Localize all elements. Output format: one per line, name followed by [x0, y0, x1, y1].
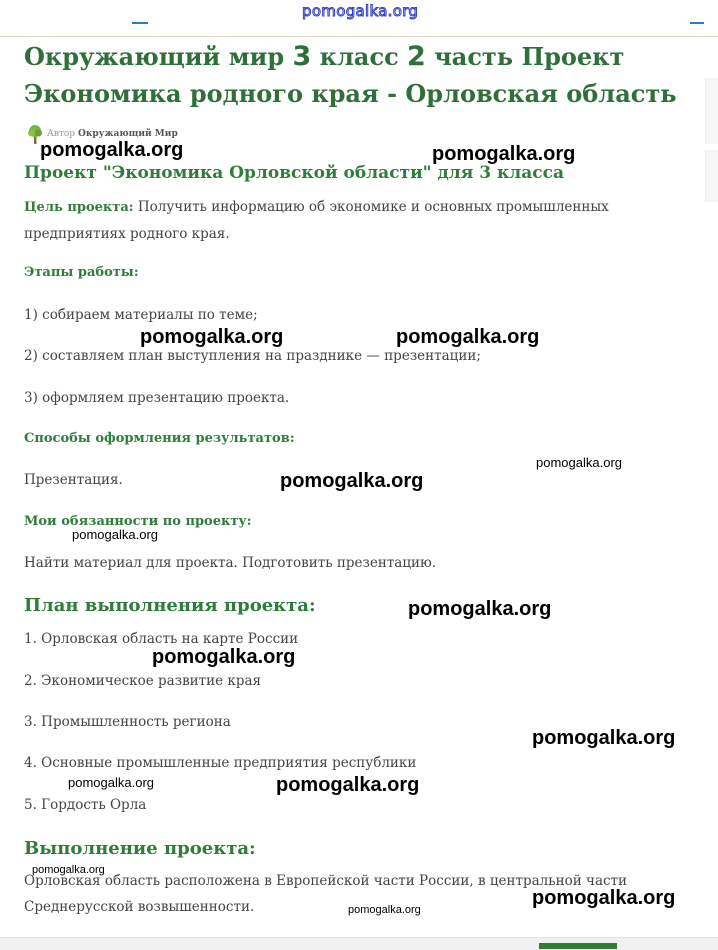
plan-item: 3. Промышленность региона [24, 714, 231, 730]
watermark: pomogalka.org [536, 455, 622, 470]
title-part: часть Проект [425, 42, 625, 71]
goal-label: Цель проекта: [24, 200, 134, 215]
title-part: класс [311, 42, 408, 71]
title-line-2: Экономика родного края - Орловская область [24, 79, 677, 108]
menu-indicator-right[interactable] [690, 22, 704, 24]
author-prefix: Автор [47, 129, 76, 139]
bottom-action-button[interactable] [539, 943, 617, 949]
goal-text: Получить информацию об экономике и основных промышленных предприятиях родного края. [24, 199, 609, 242]
title-part: Окружающий мир [24, 42, 293, 71]
side-panel [705, 150, 718, 202]
watermark: pomogalka.org [396, 326, 540, 348]
menu-indicator[interactable] [132, 22, 148, 24]
execution-heading: Выполнение проекта: [24, 838, 256, 859]
plan-item: 1. Орловская область на карте России [24, 631, 299, 647]
plan-item: 5. Гордость Орла [24, 797, 147, 813]
execution-text: Орловская область расположена в Европейской части России, в центральной части Среднерусской возвышенности. [24, 873, 628, 915]
title-part-number: 2 [407, 41, 426, 72]
title-grade-number: 3 [292, 41, 312, 72]
stage-item: 3) оформляем презентацию проекта. [24, 390, 290, 406]
stage-item: 1) собираем материалы по теме; [24, 307, 258, 323]
watermark: pomogalka.org [408, 598, 552, 620]
plan-heading: План выполнения проекта: [24, 595, 316, 616]
site-watermark: pomogalka.org [302, 2, 419, 20]
methods-label: Способы оформления результатов: [24, 431, 295, 446]
watermark: pomogalka.org [68, 775, 154, 790]
watermark: pomogalka.org [32, 864, 105, 876]
plan-item: 4. Основные промышленные предприятия республики [24, 755, 417, 771]
watermark: pomogalka.org [276, 774, 420, 796]
watermark: pomogalka.org [140, 326, 284, 348]
stages-label: Этапы работы: [24, 265, 139, 280]
watermark: pomogalka.org [348, 904, 421, 916]
watermark: pomogalka.org [532, 887, 676, 909]
article-subtitle: Проект "Экономика Орловской области" для 3 класса [24, 163, 564, 183]
watermark: pomogalka.org [40, 139, 184, 161]
page-title [24, 38, 694, 112]
watermark: pomogalka.org [280, 470, 424, 492]
author-link[interactable]: Окружающий Мир [78, 129, 178, 139]
plan-item: 2. Экономическое развитие края [24, 673, 262, 689]
watermark: pomogalka.org [152, 646, 296, 668]
goal-paragraph [24, 194, 664, 247]
duties-label: Мои обязанности по проекту: [24, 514, 252, 529]
watermark: pomogalka.org [72, 527, 158, 542]
watermark: pomogalka.org [532, 727, 676, 749]
side-panel [705, 78, 718, 144]
duties-text: Найти материал для проекта. Подготовить презентацию. [24, 555, 437, 571]
watermark: pomogalka.org [432, 143, 576, 165]
stage-item: 2) составляем план выступления на празднике — презентации; [24, 348, 481, 364]
methods-text: Презентация. [24, 472, 123, 488]
